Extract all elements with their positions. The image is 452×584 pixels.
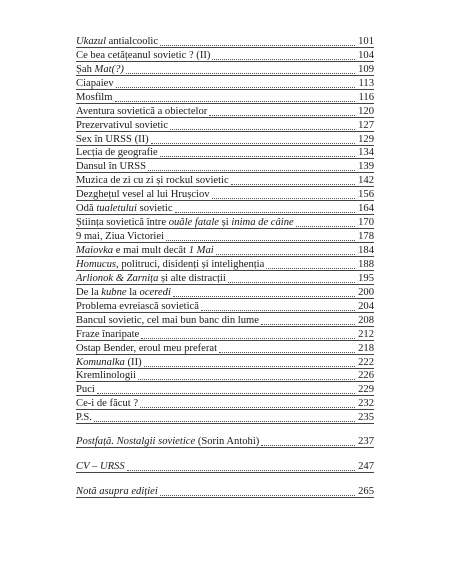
toc-entry <box>76 215 374 229</box>
dot-leader <box>126 71 355 74</box>
toc-page-number: 156 <box>358 189 374 201</box>
toc-entry <box>76 396 374 410</box>
toc-entry <box>76 382 374 396</box>
toc-entry-title <box>76 50 211 62</box>
toc-entry <box>76 313 374 327</box>
toc-page-number: 109 <box>358 63 374 75</box>
toc-page-number: 204 <box>358 300 374 312</box>
toc-entry-title <box>76 301 200 313</box>
toc-page-number: 113 <box>358 77 374 89</box>
dot-leader <box>144 364 355 367</box>
dot-leader <box>228 280 355 283</box>
toc-entry-title <box>76 78 115 90</box>
toc-title-part: , politruci, disidenți și intelighenția <box>116 258 265 270</box>
toc-page-number: 120 <box>358 105 374 117</box>
section-spacer <box>76 448 374 459</box>
toc-title-part: Știința sovietică între <box>76 217 169 229</box>
toc-page-number: 208 <box>358 314 374 326</box>
toc-title-italic-part: Ukazul <box>76 35 107 47</box>
toc-title-part: Puci <box>76 384 95 396</box>
toc-entry-title <box>76 370 137 382</box>
toc-page-number: 188 <box>358 258 374 270</box>
toc-title-part: Ce bea cetățeanul sovietic ? (II) <box>76 49 211 61</box>
dot-leader <box>94 419 355 422</box>
toc-entry <box>76 34 374 48</box>
dot-leader <box>219 350 355 353</box>
toc-entry-title <box>76 189 211 201</box>
toc-title-part: Aventura sovietică a obiectelor <box>76 105 208 117</box>
toc-page-number: 170 <box>358 217 374 229</box>
toc-entry-title <box>76 343 218 355</box>
toc-entry <box>76 76 374 90</box>
toc-entry <box>76 257 374 271</box>
toc-page-number: 116 <box>358 91 374 103</box>
dot-leader <box>151 141 355 144</box>
toc-page-number: 200 <box>358 286 374 298</box>
toc-entry <box>76 459 374 473</box>
toc-page-number: 184 <box>358 245 374 256</box>
toc-entry-title <box>76 120 169 132</box>
toc-entry <box>76 48 374 62</box>
toc-title-italic-part: tualetului <box>96 203 137 215</box>
dot-leader <box>127 468 355 471</box>
toc-title-part: și <box>219 217 232 229</box>
toc-entry-title <box>76 259 265 271</box>
toc-page-number: 265 <box>358 486 374 498</box>
toc-page-number: 235 <box>358 412 374 424</box>
toc-entry <box>76 484 374 498</box>
dot-leader <box>170 127 355 130</box>
toc-entry-title <box>76 287 172 299</box>
toc-entry-title <box>76 106 208 118</box>
dot-leader <box>115 99 356 102</box>
toc-entry-title <box>76 64 125 76</box>
toc-title-part: Kremlinologii <box>76 370 137 382</box>
dot-leader <box>175 210 355 213</box>
toc-title-part: sovietic <box>136 203 173 215</box>
toc-page-number: 142 <box>358 175 374 187</box>
toc-page-number: 222 <box>358 356 374 368</box>
toc-entry-title <box>76 357 143 369</box>
toc-entry-title <box>76 461 126 473</box>
toc-title-part: Problema evreiască sovietică <box>76 300 199 312</box>
toc-entry <box>76 299 374 313</box>
toc-entry-title <box>76 231 165 243</box>
toc-title-italic-part: CV – URSS <box>76 461 125 473</box>
toc-title-part: Bancul sovietic, cel mai bun banc din lume <box>76 314 259 326</box>
toc-page-number: 164 <box>358 203 374 215</box>
toc-title-part: antialcoolic <box>106 35 159 47</box>
toc-title-italic-part: inima de câine <box>231 217 294 229</box>
toc-title-italic-part: Maiovka <box>76 245 114 256</box>
toc-title-part: P.S. <box>76 412 92 424</box>
toc-entry-title <box>76 36 159 48</box>
toc-title-part: Sex în URSS (II) <box>76 133 149 145</box>
toc-page-number: 237 <box>358 436 374 448</box>
toc-page-number: 104 <box>358 49 374 61</box>
toc-title-part: Lecția de geografie <box>76 147 158 159</box>
toc-entry-title <box>76 134 150 146</box>
dot-leader <box>261 322 355 325</box>
toc-entry-title <box>76 175 230 187</box>
dot-leader <box>148 168 355 171</box>
toc-entry <box>76 243 374 257</box>
toc-entry <box>76 173 374 187</box>
toc-entry <box>76 118 374 132</box>
toc-title-italic-part: Postfață. Nostalgii sovietice <box>76 436 196 448</box>
toc-title-italic-part: Homucus <box>76 258 117 270</box>
toc-entry <box>76 62 374 76</box>
toc-page-number: 232 <box>358 398 374 410</box>
toc-title-italic-part: 1 Mai <box>188 245 214 256</box>
toc-title-part: 9 mai, Ziua Victoriei <box>76 231 165 243</box>
toc-page-number: 139 <box>358 161 374 173</box>
dot-leader <box>97 391 355 394</box>
dot-leader <box>216 252 355 255</box>
toc-title-part: Ostap Bender, eroul meu preferat <box>76 342 218 354</box>
dot-leader <box>212 57 355 60</box>
toc-entry-title <box>76 273 227 285</box>
toc-title-italic-part: Mat(?) <box>94 63 124 75</box>
toc-entry-title <box>76 315 260 327</box>
toc-page-number: 247 <box>358 461 374 473</box>
toc-title-part: Odă <box>76 203 97 215</box>
toc-entry-title <box>76 217 295 229</box>
toc-entry-title <box>76 398 139 410</box>
toc-entry-title <box>76 384 96 396</box>
toc-entry <box>76 341 374 355</box>
toc-title-part: Mosfilm <box>76 91 113 103</box>
toc-title-part: (II) <box>124 356 142 368</box>
toc-title-part: e mai mult decât <box>113 245 189 256</box>
toc-entry <box>76 201 374 215</box>
toc-entry <box>76 146 374 160</box>
toc-entry-title <box>76 161 147 173</box>
toc-entry-title <box>76 203 174 215</box>
table-of-contents <box>76 34 374 498</box>
toc-entry <box>76 159 374 173</box>
toc-title-italic-part: kubne <box>101 286 127 298</box>
toc-entry <box>76 285 374 299</box>
dot-leader <box>296 224 355 227</box>
toc-title-part: (Sorin Antohi) <box>195 436 260 448</box>
dot-leader <box>209 113 355 116</box>
dot-leader <box>160 154 355 157</box>
toc-title-part: la <box>126 286 140 298</box>
dot-leader <box>116 85 355 88</box>
dot-leader <box>266 266 355 269</box>
toc-entry-title <box>76 92 114 104</box>
toc-entry-title <box>76 436 260 448</box>
section-spacer <box>76 473 374 484</box>
toc-entry <box>76 434 374 448</box>
toc-page-number: 229 <box>358 384 374 396</box>
dot-leader <box>212 196 355 199</box>
toc-entry-title <box>76 412 93 424</box>
toc-title-part: Fraze înaripate <box>76 328 140 340</box>
toc-entry <box>76 90 374 104</box>
toc-entry <box>76 132 374 146</box>
toc-page-number: 218 <box>358 342 374 354</box>
toc-entry <box>76 229 374 243</box>
toc-title-italic-part: Arlionok & Zarnița <box>76 272 159 284</box>
section-spacer <box>76 424 374 434</box>
toc-title-italic-part: Notă asupra ediției <box>76 486 158 498</box>
toc-title-part: Ciapaiev <box>76 77 114 89</box>
toc-title-part: Dansul în URSS <box>76 161 147 173</box>
toc-page-number: 129 <box>358 133 374 145</box>
dot-leader <box>201 308 355 311</box>
dot-leader <box>261 443 355 446</box>
toc-title-italic-part: Komunalka <box>76 356 125 368</box>
toc-page-number: 195 <box>358 272 374 284</box>
toc-page-number: 212 <box>358 328 374 340</box>
toc-title-part: Dezghețul vesel al lui Hrușciov <box>76 189 210 201</box>
toc-page-number: 101 <box>358 35 374 47</box>
toc-entry <box>76 410 374 424</box>
toc-title-part: Ce-i de făcut ? <box>76 398 139 410</box>
toc-entry <box>76 327 374 341</box>
toc-entry <box>76 104 374 118</box>
toc-title-part: Muzica de zi cu zi și rockul sovietic <box>76 175 229 187</box>
dot-leader <box>138 377 355 380</box>
toc-title-part: Șah <box>76 63 95 75</box>
toc-title-part: și alte distracții <box>158 272 226 284</box>
toc-title-part: De la <box>76 286 102 298</box>
toc-title-italic-part: oceredi <box>139 286 171 298</box>
toc-page-number: 178 <box>358 231 374 243</box>
toc-page-number: 127 <box>358 119 374 131</box>
toc-title-italic-part: ouăle fatale <box>168 217 219 229</box>
toc-page-number: 134 <box>358 147 374 159</box>
toc-entry <box>76 355 374 369</box>
toc-entry-title <box>76 329 140 341</box>
dot-leader <box>160 493 355 496</box>
dot-leader <box>173 294 355 297</box>
dot-leader <box>141 336 355 339</box>
dot-leader <box>231 182 355 185</box>
toc-entry <box>76 187 374 201</box>
toc-entry <box>76 271 374 285</box>
dot-leader <box>166 238 355 241</box>
toc-title-part: Prezervativul sovietic <box>76 119 169 131</box>
dot-leader <box>160 43 355 46</box>
toc-entry-title <box>76 147 159 159</box>
toc-page-number: 226 <box>358 370 374 382</box>
toc-entry-title <box>76 245 215 257</box>
toc-entry-title <box>76 486 159 498</box>
toc-entry <box>76 369 374 383</box>
dot-leader <box>140 405 355 408</box>
